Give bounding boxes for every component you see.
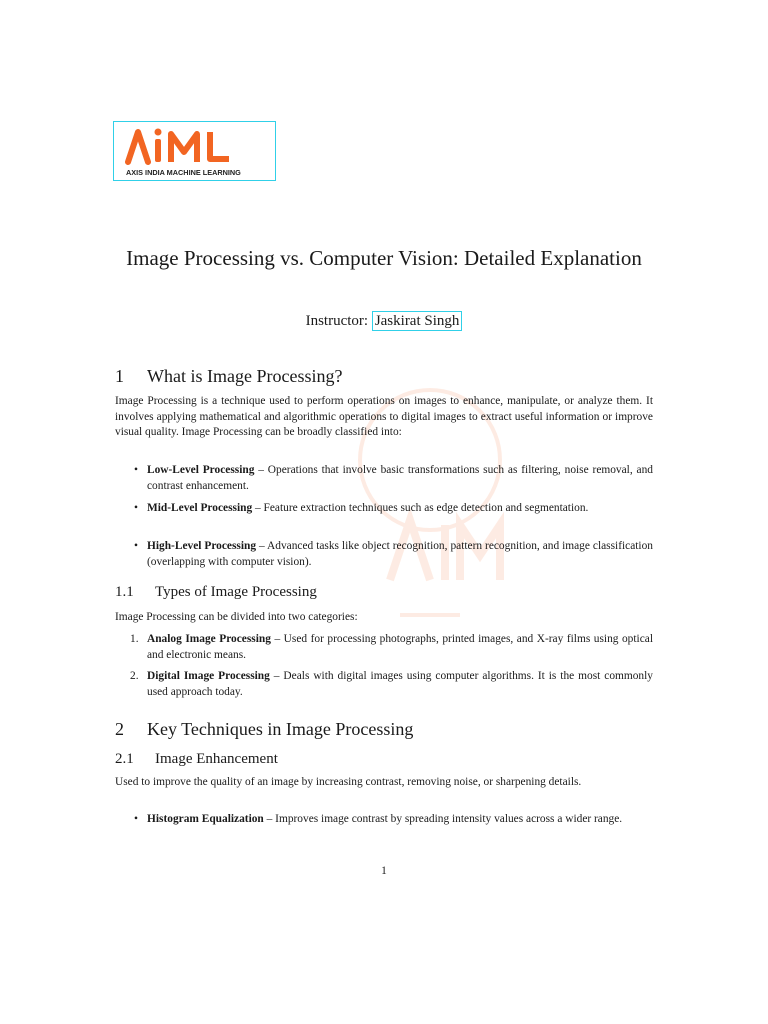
item-desc: – Advanced tasks like object recognition, pattern recognition, and image classification (overlapping with computer vision). bbox=[147, 540, 653, 568]
instructor-line bbox=[0, 313, 768, 330]
aiml-logo[interactable] bbox=[113, 121, 276, 181]
list-item bbox=[130, 669, 653, 700]
instructor-name-link[interactable]: Jaskirat Singh bbox=[372, 311, 463, 331]
section-title: Key Techniques in Image Processing bbox=[147, 719, 414, 739]
item-desc: – Improves image contrast by spreading intensity values across a wider range. bbox=[266, 813, 623, 825]
paragraph: Used to improve the quality of an image by increasing contrast, removing noise, or sharpening details. bbox=[115, 776, 582, 788]
section-heading bbox=[115, 366, 342, 387]
item-desc: – Deals with digital images using computer algorithms. It is the most commonly used approach today. bbox=[147, 670, 653, 698]
bullet-icon: • bbox=[134, 502, 138, 514]
item-marker: 2. bbox=[130, 670, 139, 682]
item-term: Digital Image Processing bbox=[147, 670, 270, 682]
subsection-title: Types of Image Processing bbox=[155, 584, 317, 600]
bullet-icon: • bbox=[134, 540, 138, 552]
logo-tagline: AXIS INDIA MACHINE LEARNING bbox=[126, 168, 241, 177]
list-item bbox=[134, 812, 653, 828]
list-item bbox=[134, 501, 653, 517]
section-title: What is Image Processing? bbox=[147, 366, 343, 386]
aiml-logo-icon bbox=[114, 122, 274, 179]
item-desc: – Used for processing photographs, printed images, and X-ray films using optical and electronic means. bbox=[147, 633, 653, 661]
page-number: 1 bbox=[381, 865, 387, 877]
item-term: Mid-Level Processing bbox=[147, 502, 253, 514]
subsection-number: 2.1 bbox=[115, 751, 134, 767]
item-marker: 1. bbox=[130, 633, 139, 645]
bullet-icon: • bbox=[134, 813, 138, 825]
bullet-icon: • bbox=[134, 464, 138, 476]
list-item bbox=[134, 539, 653, 570]
item-term: Analog Image Processing bbox=[147, 633, 271, 645]
document-title: Image Processing vs. Computer Vision: Detailed Explanation bbox=[126, 246, 642, 270]
subsection-heading bbox=[115, 751, 278, 768]
paragraph: Image Processing can be divided into two categories: bbox=[115, 611, 358, 623]
section-heading bbox=[115, 719, 413, 740]
list-item bbox=[130, 632, 653, 663]
list-item bbox=[134, 463, 653, 494]
subsection-heading bbox=[115, 584, 317, 601]
subsection-number: 1.1 bbox=[115, 584, 134, 600]
section-number: 1 bbox=[115, 366, 124, 386]
item-term: High-Level Processing bbox=[147, 540, 257, 552]
paragraph: Image Processing is a technique used to perform operations on images to enhance, manipulate, or analyze them. It involves applying mathematical and algorithmic operations to digital images to extract useful information or improve visual quality. Image Processing can be broadly classified into: bbox=[115, 395, 653, 438]
subsection-title: Image Enhancement bbox=[155, 751, 278, 767]
item-desc: – Operations that involve basic transformations such as filtering, noise removal, and contrast enhancement. bbox=[147, 464, 653, 492]
item-term: Histogram Equalization bbox=[147, 813, 264, 825]
instructor-label: Instructor: bbox=[305, 313, 369, 329]
item-desc: – Feature extraction techniques such as edge detection and segmentation. bbox=[255, 502, 589, 514]
item-term: Low-Level Processing bbox=[147, 464, 255, 476]
section-number: 2 bbox=[115, 719, 124, 739]
